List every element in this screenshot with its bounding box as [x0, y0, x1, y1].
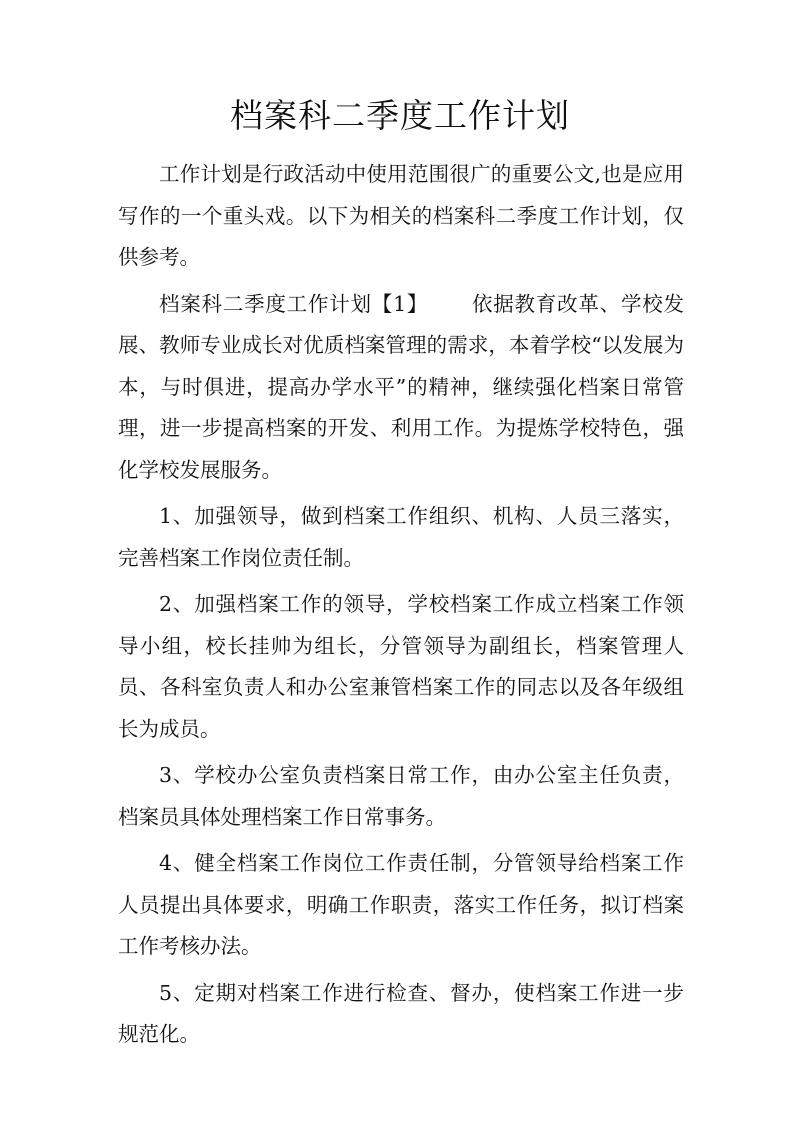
paragraph-intro: 工作计划是行政活动中使用范围很广的重要公文,也是应用写作的一个重头戏。以下为相关的档案科二季度工作计划，仅供参考。 [118, 162, 684, 269]
paragraph-item-4: 4、健全档案工作岗位工作责任制，分管领导给档案工作人员提出具体要求，明确工作职责，落实工作任务，拟订档案工作考核办法。 [118, 851, 684, 958]
page-title: 档案科二季度工作计划 [230, 96, 570, 135]
paragraph-item-3: 3、学校办公室负责档案日常工作，由办公室主任负责，档案员具体处理档案工作日常事务。 [118, 763, 684, 829]
paragraph-plan-overview: 档案科二季度工作计划【1】 依据教育改革、学校发展、教师专业成长对优质档案管理的需求，本着学校“以发展为本，与时俱进，提高办学水平”的精神，继续强化档案日常管理，进一步提高档案的开发、利用工作。为提炼学校特色，强化学校发展服务。 [118, 291, 684, 482]
paragraph-item-1: 1、加强领导，做到档案工作组织、机构、人员三落实，完善档案工作岗位责任制。 [118, 504, 684, 570]
paragraph-item-2: 2、加强档案工作的领导，学校档案工作成立档案工作领导小组，校长挂帅为组长，分管领导为副组长，档案管理人员、各科室负责人和办公室兼管档案工作的同志以及各年级组长为成员。 [118, 592, 684, 741]
paragraph-item-5: 5、定期对档案工作进行检查、督办，使档案工作进一步规范化。 [118, 980, 684, 1046]
document-body [118, 154, 684, 1061]
